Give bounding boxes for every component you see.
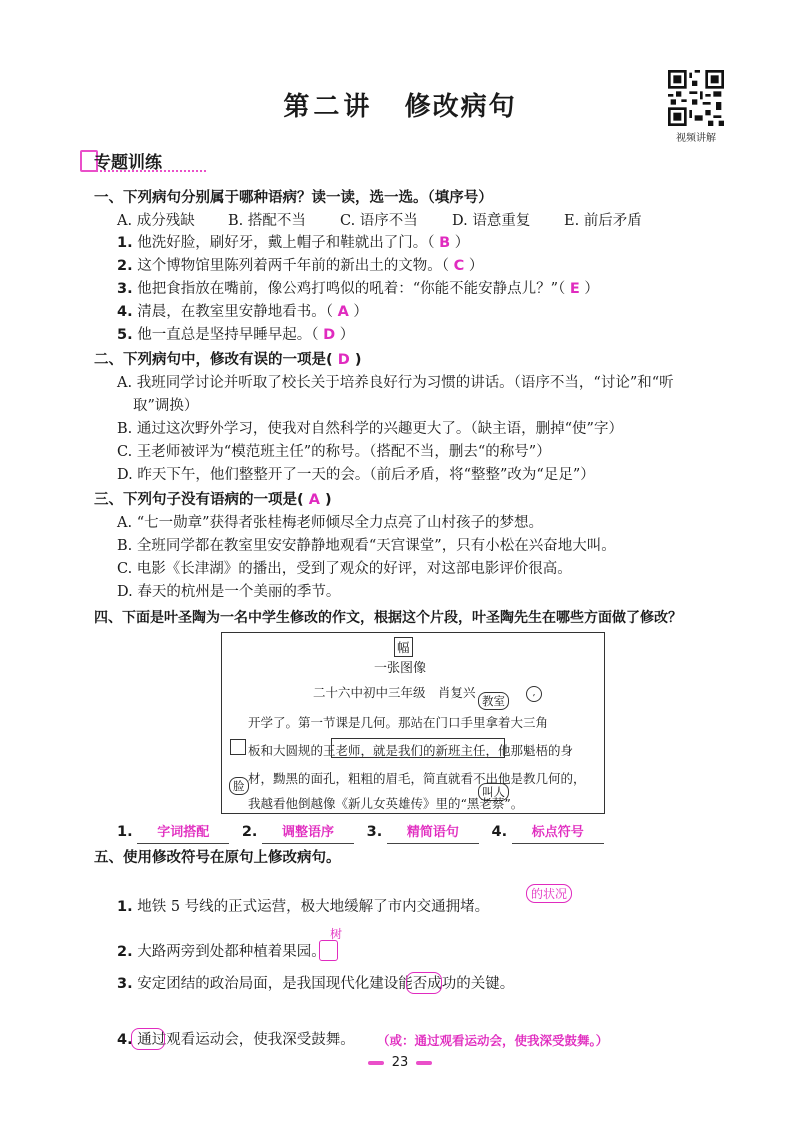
q4-answers	[117, 822, 604, 844]
title-suffix: 讲	[343, 92, 372, 122]
q3-option-d: D. 春天的杭州是一个美丽的季节。	[117, 584, 341, 600]
blank-number: 4.	[491, 824, 508, 840]
item-number: 2.	[117, 258, 133, 274]
edit-mark-alternative: （或：通过观看运动会，使我深受鼓舞。）	[377, 1033, 609, 1048]
edit-mark-circle	[319, 940, 338, 961]
q1-item	[117, 302, 368, 322]
q5-heading: 五、使用修改符号在原句上修改病句。	[94, 850, 341, 866]
page-number-text: 23	[391, 1055, 409, 1070]
item-number: 2.	[117, 944, 133, 960]
item-text: 地铁 5 号线的正式运营，极大地缓解了市内交通拥堵。	[137, 899, 490, 915]
q2-option-a-cont: 取”调换）	[133, 398, 199, 414]
answer: D	[337, 352, 350, 368]
answer-blank[interactable]: 标点符号	[512, 823, 604, 844]
essay-comma-mark: ,	[526, 686, 542, 702]
paren: ）	[454, 235, 470, 251]
q1-item	[117, 279, 599, 299]
item-number: 4.	[117, 304, 133, 320]
q1-option-c: C. 语序不当	[340, 213, 418, 229]
essay-insert-jiaoshi: 教室	[478, 692, 509, 710]
answer: E	[569, 281, 580, 297]
item-text: 他一直总是坚持早睡早起。（	[137, 327, 319, 343]
q5-item	[117, 942, 326, 962]
q2-option-a: A. 我班同学讨论并听取了校长关于培养良好行为习惯的讲话。（语序不当，“讨论”和“听	[117, 375, 674, 391]
answer: A	[308, 492, 320, 508]
q2-heading	[94, 350, 361, 370]
paren: ）	[339, 327, 355, 343]
essay-byline: 二十六中初中三年级 肖复兴	[313, 685, 476, 700]
item-number: 1.	[117, 899, 133, 915]
essay-line-3: 材，黝黑的面孔，粗粗的眉毛，简直就看不出他是教几何的，	[248, 771, 586, 786]
q1-item	[117, 233, 469, 253]
answer: B	[439, 235, 451, 251]
title-number: 二	[311, 86, 343, 123]
q5-item	[117, 897, 489, 917]
edit-mark-delete	[406, 972, 442, 994]
edit-mark-delete	[131, 1028, 165, 1050]
essay-insert-fu: 幅	[394, 637, 413, 657]
paren: )	[325, 492, 332, 508]
section-underline	[96, 170, 206, 172]
section-heading: 专题训练	[94, 153, 162, 173]
item-text: 他洗好脸，刷好牙，戴上帽子和鞋就出了门。（	[137, 235, 435, 251]
q3-heading-text: 三、下列句子没有语病的一项是(	[94, 492, 304, 508]
title-topic: 修改病句	[404, 92, 517, 122]
paren: ）	[353, 304, 368, 320]
answer-blank[interactable]: 调整语序	[262, 823, 354, 844]
item-number: 3.	[117, 281, 133, 297]
qr-code-icon[interactable]	[668, 70, 724, 126]
title-prefix: 第	[283, 92, 312, 122]
q1-item	[117, 256, 483, 276]
answer-blank[interactable]: 字词搭配	[137, 823, 229, 844]
q1-option-a: A. 成分残缺	[117, 213, 195, 229]
essay-line-1: 开学了。第一节课是几何。那站在门口手里拿着大三角	[248, 715, 549, 730]
q2-option-d: D. 昨天下午，他们整整开了一天的会。（前后矛盾，将“整整”改为“足足”）	[117, 467, 595, 483]
essay-edit-box	[331, 738, 505, 758]
q1-option-d: D. 语意重复	[452, 213, 531, 229]
paren: )	[354, 352, 362, 368]
q3-option-c: C. 电影《长津湖》的播出，受到了观众的好评，对这部电影评价很高。	[117, 561, 572, 577]
q3-option-b: B. 全班同学都在教室里安安静静地观看“天宫课堂”，只有小松在兴奋地大叫。	[117, 538, 616, 554]
item-number: 1.	[117, 235, 133, 251]
item-number: 4.	[117, 1032, 133, 1048]
item-text: 通过观看运动会，使我深受鼓舞。	[137, 1032, 355, 1048]
item-text: 他把食指放在嘴前，像公鸡打鸣似的吼着：“你能不能安静点儿？”（	[137, 281, 566, 297]
answer: D	[323, 327, 336, 343]
q1-item	[117, 325, 354, 345]
essay-title: 一张图像	[374, 661, 427, 676]
item-text: 大路两旁到处都种植着果园。	[137, 944, 326, 960]
qr-label: 视频讲解	[676, 133, 716, 144]
answer-blank[interactable]: 精简语句	[387, 823, 479, 844]
page-bar-left	[368, 1061, 384, 1065]
item-number: 5.	[117, 327, 133, 343]
item-number: 3.	[117, 976, 133, 992]
paren: ）	[468, 258, 484, 274]
q3-option-a: A. “七一勋章”获得者张桂梅老师倾尽全力点亮了山村孩子的梦想。	[117, 515, 544, 531]
essay-insert-lian: 脸	[229, 777, 249, 795]
q5-item	[117, 974, 514, 994]
edit-mark-replace: 树	[330, 927, 343, 941]
answer: A	[337, 304, 349, 320]
q1-option-e: E. 前后矛盾	[564, 213, 642, 229]
q1-option-b: B. 搭配不当	[228, 213, 306, 229]
q4-heading: 四、下面是叶圣陶为一名中学生修改的作文，根据这个片段，叶圣陶先生在哪些方面做了修改？	[94, 610, 682, 626]
essay-insert-jiaoren: 叫人	[478, 783, 509, 801]
q2-heading-text: 二、下列病句中，修改有误的一项是(	[94, 352, 333, 368]
q2-option-b: B. 通过这次野外学习，使我对自然科学的兴趣更大了。（缺主语，删掉“使”字）	[117, 421, 623, 437]
edit-mark-insert: 的状况	[526, 884, 572, 903]
item-text: 清晨，在教室里安静地看书。（	[137, 304, 333, 320]
page-number	[0, 1055, 800, 1070]
item-text: 这个博物馆里陈列着两千年前的新出土的文物。（	[137, 258, 449, 274]
answer: C	[453, 258, 465, 274]
q3-heading	[94, 490, 332, 510]
blank-number: 2.	[241, 824, 258, 840]
essay-indent-box	[230, 739, 246, 755]
blank-number: 3.	[366, 824, 383, 840]
item-text: 安定团结的政治局面，是我国现代化建设能否成功的关键。	[137, 976, 515, 992]
page-bar-right	[416, 1061, 432, 1065]
q1-heading: 一、下列病句分别属于哪种语病？读一读，选一选。（填序号）	[94, 190, 493, 206]
paren: ）	[584, 281, 599, 297]
essay-line-2: 板和大圆规的王老师，就是我们的新班主任，他那魁梧的身	[248, 743, 574, 758]
essay-line-4: 我越看他倒越像《新儿女英雄传》里的“黑老蔡”。	[248, 796, 524, 811]
q2-option-c: C. 王老师被评为“模范班主任”的称号。（搭配不当，删去“的称号”）	[117, 444, 551, 460]
blank-number: 1.	[117, 824, 133, 840]
